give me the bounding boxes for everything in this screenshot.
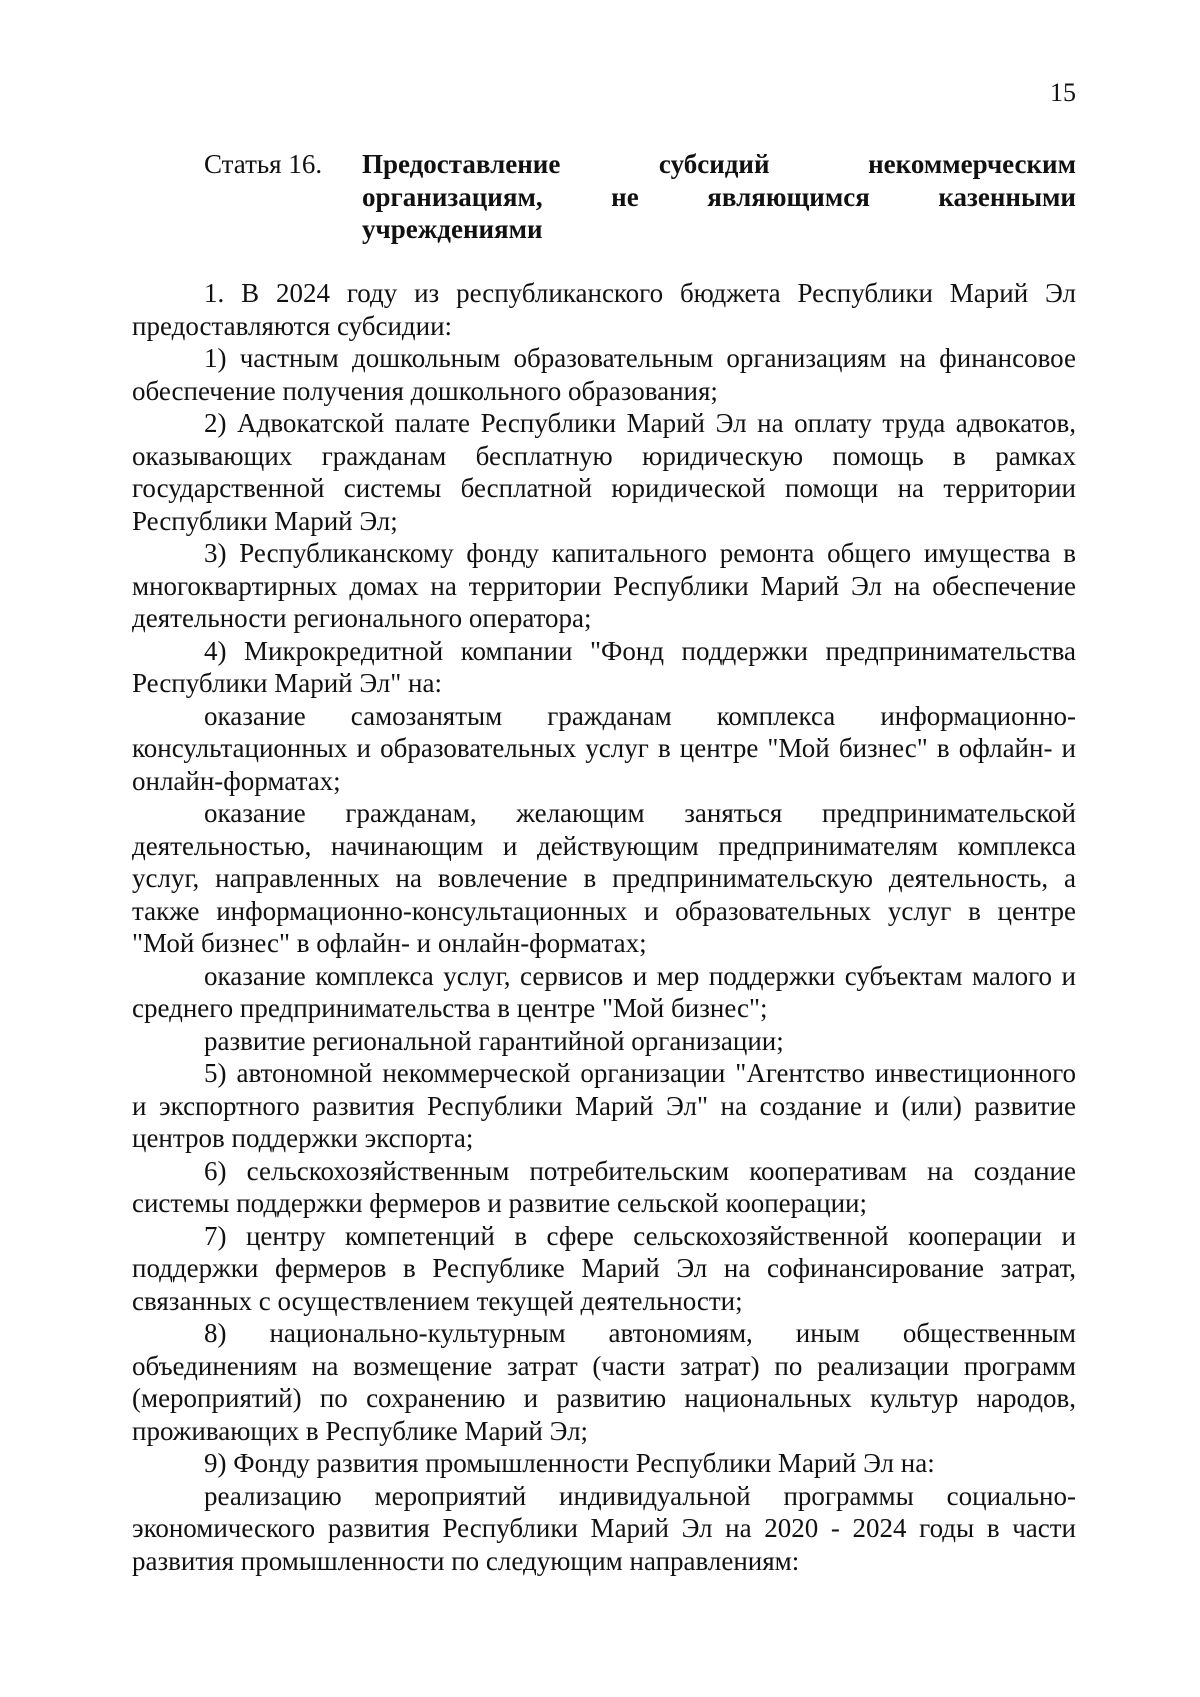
article-title	[362, 148, 1076, 246]
paragraph-item-9: 9) Фонду развития промышленности Республики Марий Эл на:	[204, 1448, 935, 1478]
page-number: 15	[1050, 78, 1076, 107]
paragraph-item-4-sub-3: оказание комплекса услуг, сервисов и мер поддержки субъектам малого и среднего предпринимательства в центре "Мой бизнес";	[132, 960, 1076, 1023]
paragraph-item-6: 6) сельскохозяйственным потребительским кооперативам на создание системы поддержки фермеров и развитие сельской кооперации;	[132, 1155, 1076, 1218]
paragraph-item-4-sub-2: оказание гражданам, желающим заняться предпринимательской деятельностью, начинающим и действующим предпринимателям комплекса услуг, направленных на вовлечение в предпринимательскую деятельность, а также информационно-консультационных и образовательных услуг в центре "Мой бизнес" в офлайн- и онлайн-форматах;	[132, 798, 1076, 958]
paragraph-item-9-sub-1: реализацию мероприятий индивидуальной программы социально-экономического развития Республики Марий Эл на 2020 - 2024 годы в части развития промышленности по следующим направлениям:	[132, 1480, 1076, 1576]
article-body	[132, 277, 1076, 1577]
paragraph-item-4-sub-1: оказание самозанятым гражданам комплекса информационно-консультационных и образовательных услуг в центре "Мой бизнес" в офлайн- и онлайн-форматах;	[132, 700, 1076, 796]
paragraph-item-8: 8) национально-культурным автономиям, иным общественным объединениям на возмещение затрат (части затрат) по реализации программ (мероприятий) по сохранению и развитию национальных культур народов, проживающих в Республике Марий Эл;	[132, 1318, 1076, 1446]
paragraph-item-1: 1) частным дошкольным образовательным организациям на финансовое обеспечение получения дошкольного образования;	[132, 343, 1076, 406]
paragraph-item-5: 5) автономной некоммерческой организации "Агентство инвестиционного и экспортного развития Республики Марий Эл" на создание и (или) развитие центров поддержки экспорта;	[132, 1058, 1076, 1153]
article-number: Статья 16.	[204, 149, 323, 179]
paragraph-item-2: 2) Адвокатской палате Республики Марий Эл на оплату труда адвокатов, оказывающих гражданам бесплатную юридическую помощь в рамках государственной системы бесплатной юридической помощи на территории Республики Марий Эл;	[132, 408, 1076, 536]
article-title-line-3: учреждениями	[362, 214, 543, 244]
article-title-line-2: организациям, не являющимся казенными	[362, 181, 1076, 212]
article-title-line-1: Предоставление субсидий некоммерческим	[362, 149, 1076, 179]
paragraph-item-4-sub-4: развитие региональной гарантийной организации;	[204, 1025, 784, 1056]
paragraph-part-1-intro: 1. В 2024 году из республиканского бюджета Республики Марий Эл предоставляются субсидии:	[132, 278, 1076, 341]
paragraph-item-3: 3) Республиканскому фонду капитального ремонта общего имущества в многоквартирных домах на территории Республики Марий Эл на обеспечение деятельности регионального оператора;	[132, 538, 1076, 633]
paragraph-item-7: 7) центру компетенций в сфере сельскохозяйственной кооперации и поддержки фермеров в Республике Марий Эл на софинансирование затрат, связанных с осуществлением текущей деятельности;	[132, 1220, 1076, 1316]
paragraph-item-4: 4) Микрокредитной компании "Фонд поддержки предпринимательства Республики Марий Эл" на:	[132, 635, 1076, 698]
